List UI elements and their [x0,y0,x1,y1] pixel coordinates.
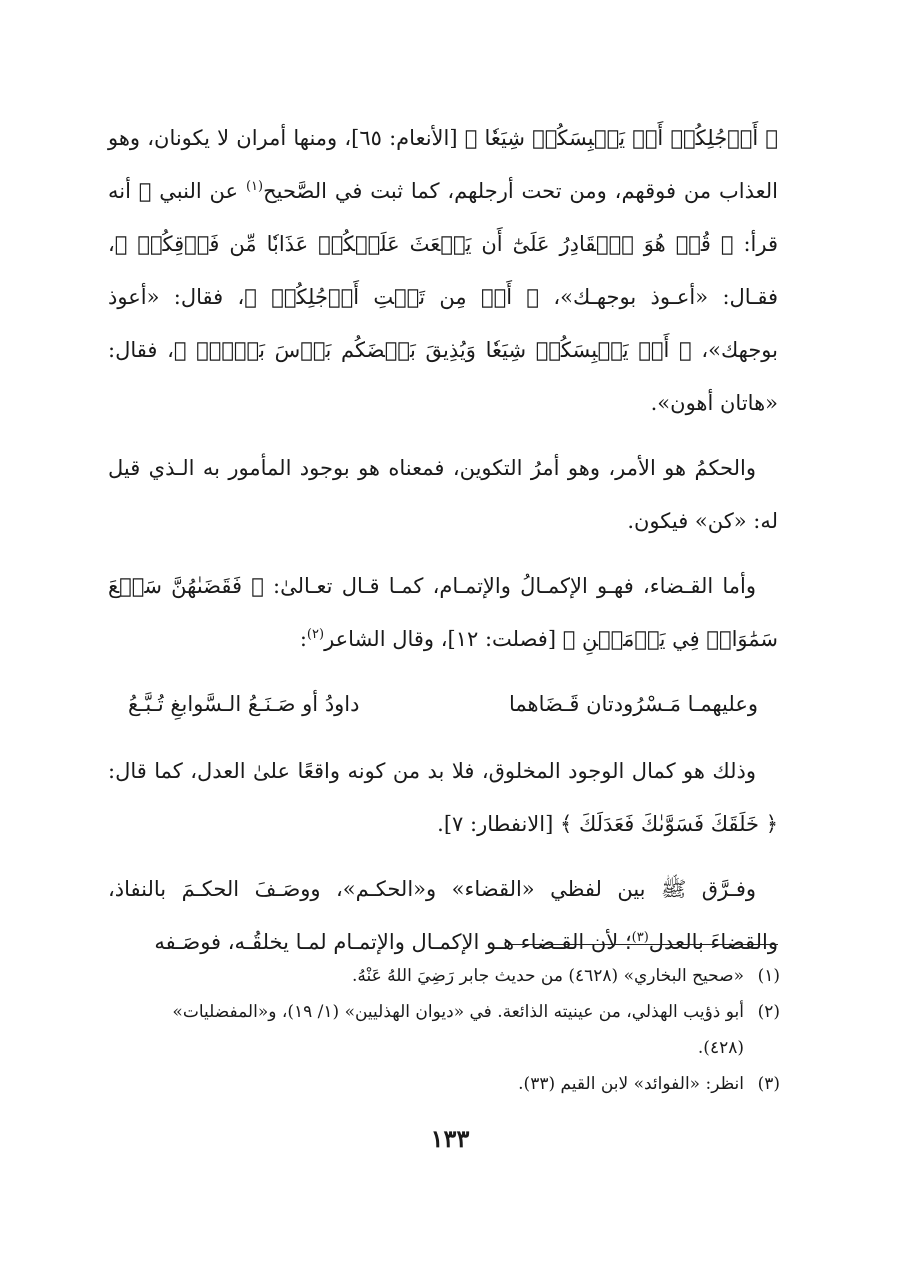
footnote-number: (٢) [757,1002,780,1022]
text-segment: ؛ لأن القـضاء هـو الإكمـال والإتمـام لمـا يخلقُـه، فوصَـفه [154,930,632,954]
paragraph-hadith [108,112,778,430]
footnote-separator [508,944,778,945]
text-segment: وفـرَّق ﷺ بين لفظي «القضاء» و«الحكـم»، ووصَـفَ الحكـمَ بالنفاذ، والقضاءَ بالعدل [108,877,778,954]
paragraph-kamal: وذلك هو كمال الوجود المخلوق، فلا بد من كونه واقعًا علىٰ العدل، كما قال: ﴿ خَلَقَكَ فَسَوَّىٰكَ فَعَدَلَكَ ﴾ [الانفطار: ٧]. [108,759,778,836]
text-segment: وأما القـضاء، فهـو الإكمـالُ والإتمـام، كمـا قـال تعـالىٰ: ﴿ فَقَضَىٰهُنَّ سَبۡعَ سَمَٰوَاتٖ فِي يَوۡمَيۡنِ ﴾ [فصلت: ١٢]، وقال الشاعر [108,574,778,651]
text-segment: عن النبي ﷺ أنه قرأ: ﴿ قُلۡ هُوَ ٱلۡقَادِرُ عَلَىٰٓ أَن يَبۡعَثَ عَلَيۡكُمۡ عَذَابٗا مِّن فَوۡقِكُمۡ ﴾، فقـال: «أعـوذ بوجهـك»، ﴿ أَوۡ مِن تَحۡتِ أَرۡجُلِكُمۡ ﴾، فقال: «أعوذ بوجهك»، ﴿ أَوۡ يَلۡبِسَكُمۡ شِيَعٗا وَيُذِيقَ بَعۡضَكُم بَأۡسَ بَعۡضٍۗ ﴾، فقال: «هاتان أهون». [108,179,778,415]
page-number: ١٣٣ [430,1124,470,1153]
footnote-number: (٣) [757,1074,780,1094]
verse-right-hemistich: وعليهمـا مَـسْرُودتان قَـضَاهما [509,692,758,716]
text-segment: : [299,627,307,651]
footnote-3 [108,1066,780,1102]
footnote-2 [108,994,780,1030]
footnote-text: انظر: «الفوائد» لابن القيم (٣٣). [518,1074,744,1094]
text-segment: ﴿ أَرۡجُلِكُمۡ أَوۡ يَلۡبِسَكُمۡ شِيَعٗا ﴾ [الأنعام: ٦٥]، ومنها أمران لا يكونان، وهو العذاب من فوقهم، ومن تحت أرجلهم، كما ثبت في الصَّحيح [108,126,778,203]
poetry-verse [128,678,758,731]
paragraph-qada [108,560,778,666]
footnote-1 [108,958,780,994]
paragraph-farq [108,863,778,969]
footnote-2-continuation: (٤٢٨). [697,1038,744,1058]
verse-left-hemistich: داودُ أو صَـنَـعُ الـسَّوابغِ تُـبَّـعُ [128,692,360,716]
footnotes [108,958,780,1102]
main-text [108,112,778,981]
paragraph-hukm: والحكمُ هو الأمر، وهو أمرُ التكوين، فمعناه هو بوجود المأمور به الـذي قيل له: «كن» فيكون. [108,456,778,533]
footnote-marker-1[interactable]: (١) [245,179,264,194]
footnote-number: (١) [757,966,780,986]
footnote-marker-3[interactable]: (٣) [631,930,649,945]
footnote-text: «صحيح البخاري» (٤٦٢٨) من حديث جابر رَضِيَ اللهُ عَنْهُ. [351,966,744,986]
footnote-text: أبو ذؤيب الهذلي، من عينيته الذائعة. في «ديوان الهذليين» (١/ ١٩)، و«المفضليات» [172,1002,744,1022]
footnote-marker-2[interactable]: (٢) [306,627,325,642]
